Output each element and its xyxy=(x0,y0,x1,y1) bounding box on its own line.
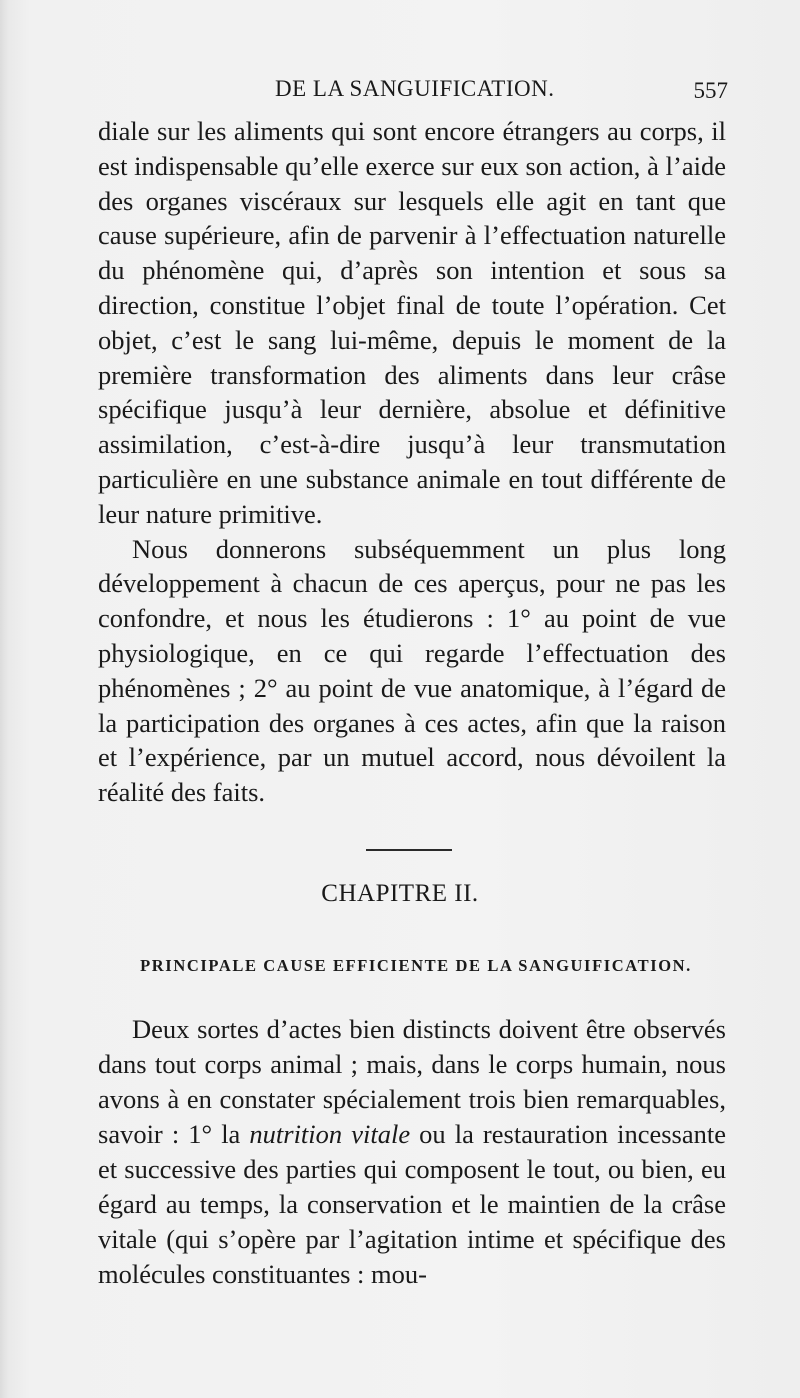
paragraph xyxy=(98,1012,726,1292)
running-head-title: DE LA SANGUIFICATION. xyxy=(275,76,555,101)
running-head xyxy=(0,76,800,108)
text-run: ou la restauration incessante et successive des parties qui composent le tout, ou bien, eu égard au temps, la conservation et le maintien de la crâse vitale (qui s’opère par l’agitation intime et spécifique des molécules constituantes : mou- xyxy=(98,1119,726,1289)
section-divider xyxy=(366,849,452,851)
italic-term: nutrition vitale xyxy=(249,1119,411,1149)
chapter-title: CHAPITRE II. xyxy=(321,880,479,907)
paragraph-continued: diale sur les aliments qui sont encore étrangers au corps, il est indispensable qu’elle exerce sur eux son action, à l’aide des organes viscéraux sur lesquels elle agit en tant que cause supérieure, afin de parvenir à l’effectuation naturelle du phénomène qui, d’après son intention et sous sa direction, constitue l’objet final de toute l’opération. Cet objet, c’est le sang lui-même, depuis le moment de la première transformation des aliments dans leur crâse spécifique jusqu’à leur dernière, absolue et définitive assimilation, c’est-à-dire jusqu’à leur transmutation particulière en une substance animale en tout différente de leur nature primitive. xyxy=(98,116,726,529)
text-run: Deux sortes d’actes bien distincts doivent être observés dans tout corps animal ; mais, dans le corps humain, nous avons à en constater spécialement trois bien remarquables, savoir : 1° la xyxy=(98,1014,726,1149)
body-text xyxy=(98,114,726,810)
page-number: 557 xyxy=(693,78,728,103)
chapter-body-text xyxy=(98,1012,726,1292)
paragraph: Nous donnerons subséquemment un plus long développement à chacun de ces aperçus, pour ne pas les confondre, et nous les étudierons : 1° au point de vue physiologique, en ce qui regarde l’effectuation des phénomènes ; 2° au point de vue anatomique, à l’égard de la participation des organes à ces actes, afin que la raison et l’expérience, par un mutuel accord, nous dévoilent la réalité des faits. xyxy=(98,533,726,808)
chapter-subtitle: PRINCIPALE CAUSE EFFICIENTE DE LA SANGUIFICATION. xyxy=(140,956,692,975)
